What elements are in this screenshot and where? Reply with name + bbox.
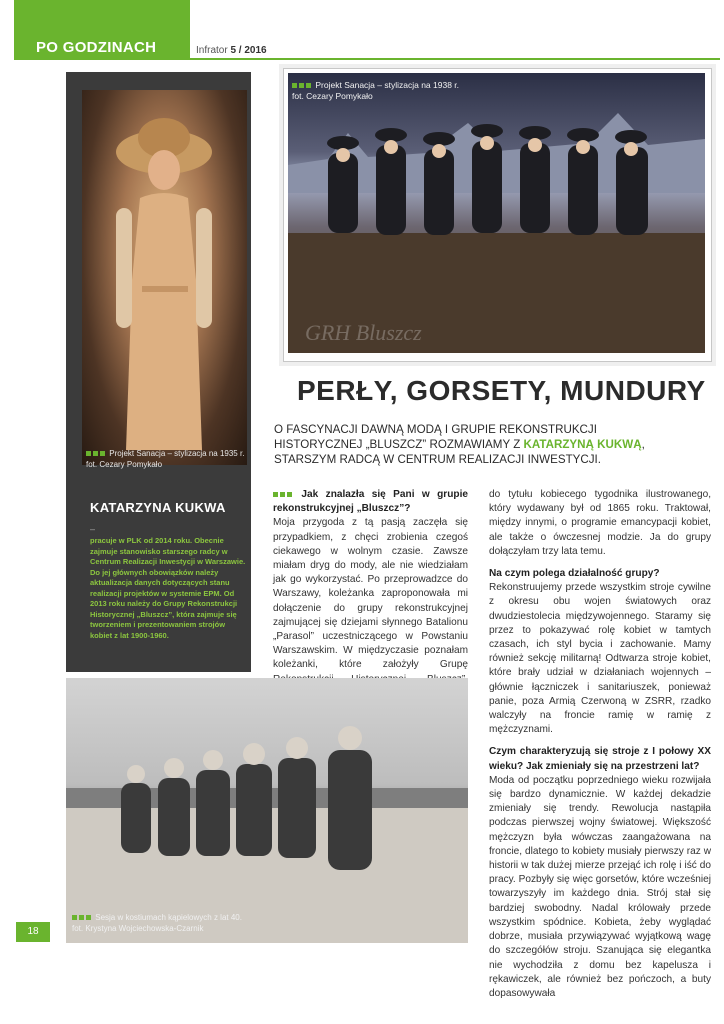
section-label: PO GODZINACH <box>36 39 157 56</box>
profile-dash: – <box>90 524 96 534</box>
portrait-caption <box>86 448 256 470</box>
beach-photo <box>66 678 468 943</box>
portrait-figure <box>82 90 247 465</box>
article-lead <box>274 422 674 467</box>
profile-bio: pracuje w PLK od 2014 roku. Obecnie zajmuje stanowisko starszego radcy w Centrum Realizacji Inwestycji w Warszawie. Do jej głównych obowiązków należy aktualizacja danych dotyczących stanu realizacji projektów w systemie EPM. Od 2013 roku należy do Grupy Rekonstrukcji Historycznej „Bluszcz”, która zajmuje się tworzeniem i prezentowaniem strojów kobiet z lat 1900-1960. <box>90 536 246 640</box>
header-rule <box>14 58 720 60</box>
question-3: Czym charakteryzują się stroje z I połowy XX wieku? Jak zmieniały się na przestrzeni lat? <box>489 746 711 772</box>
answer-1-part1: Moja przygoda z tą pasją zaczęła się przypadkiem, z chęci zrobienia czegoś ciekawego w wolnym czasie. Zawsze miałam dryg do mody, ale nie wiedziałam jak go wykorzystać. Po przeprowadzce do Warszawy, koleżanka zaproponowała mi dołączenie do grupy rekonstrukcyjnej zajmującej się dziejami słynnego Batalionu „Parasol” uczestniczącego w Powstaniu Warszawskim. W międzyczasie poznałam koleżanki, które założyły Grupę <box>273 517 468 671</box>
magazine-name: Infrator <box>196 45 228 56</box>
answer-1-part2: do tytułu kobiecego tygodnika ilustrowanego, który wydawany był od 1865 roku. Traktował, między innymi, o programie emancypacji kobiet, ale także o ówczesnej modzie. Ja do grupy dołączyłam trzy lata temu. <box>489 489 711 557</box>
answer-3: Moda od początku poprzedniego wieku rozwijała się bardzo dynamicznie. W każdej dekadzie zmieniały się trendy. Rewolucja nastąpiła podczas pierwszej wojny światowej. Większość mężczyzn była wówczas zaangażowana na froncie, dlatego to kobiety musiały pierwszy raz w historii w tak dużej mierze przejąć ich rolę i iść do pracy. Pozbyły się więc gorsetów, które wcześniej towarzyszyły im każdego dnia. Strój stał się bardziej swobodny. Nadal królowały przede wszystkim spódnice. Kobieta, żeby wyglądać dobrze, musiała przywiązywać wyjątkową wagę do szczegółów stroju. Szanująca się elegantka nie wychodziła z domu bez kapelusza i rękawiczek, ale również bez pończoch, a buty dopasowywała <box>489 774 711 999</box>
beach-photo-caption <box>72 912 332 934</box>
section-tab <box>14 0 190 58</box>
profile-name: KATARZYNA KUKWA <box>90 500 226 515</box>
lead-text-1: O FASCYNACJI DAWNĄ MODĄ I GRUPIE REKONSTRUKCJI HISTORYCZNEJ „BLUSZCZ” ROZMAWIAMY Z <box>274 423 597 451</box>
beach-photo-caption-line1: Sesja w kostiumach kąpielowych z lat 40. <box>95 913 242 922</box>
article-title: PERŁY, GORSETY, MUNDURY <box>297 375 706 406</box>
question-1 <box>273 488 468 516</box>
group-photo <box>288 73 705 353</box>
photo-watermark: GRH Bluszcz <box>305 320 422 345</box>
group-photo-caption <box>292 80 512 102</box>
question-1-text: Jak znalazła się Pani w grupie rekonstrukcyjnej „Bluszcz”? <box>273 489 468 515</box>
portrait-caption-line2: fot. Cezary Pomykało <box>86 460 163 469</box>
beach-photo-scene <box>66 678 468 943</box>
page-number: 18 <box>16 922 50 942</box>
portrait-caption-line1: Projekt Sanacja – stylizacja na 1935 r. <box>109 449 245 458</box>
group-photo-scene <box>288 73 705 353</box>
beach-photo-caption-line2: fot. Krystyna Wojciechowska-Czarnik <box>72 924 204 933</box>
answer-2: Rekonstruujemy przede wszystkim stroje cywilne z okresu obu wojen światowych oraz dwudziestolecia międzywojennego. Staramy się przez to pokazywać rolę kobiet w tamtych czasach, ich styl bycia i zachowanie. Mamy również sekcję militarną! Odtwarza stroje kobiet, które brały udział w działaniach wojennych – głównie łączniczek i sanitariuszek, ponieważ panie, poza Armią Czerwoną w ZSRR, rzadko walczyły na froncie ramię w ramię z mężczyznami. <box>489 582 711 736</box>
question-2: Na czym polega działalność grupy? <box>489 568 660 580</box>
lead-text-2: , STARSZYM RADCĄ W CENTRUM REALIZACJI INWESTYCJI. <box>274 438 645 466</box>
issue-number: 5 / 2016 <box>230 45 267 56</box>
group-photo-caption-line2: fot. Cezary Pomykało <box>292 91 373 101</box>
issue-info <box>196 45 267 56</box>
article-column-2 <box>489 488 711 1001</box>
lead-name: KATARZYNĄ KUKWĄ <box>523 438 642 451</box>
group-photo-caption-line1: Projekt Sanacja – stylizacja na 1938 r. <box>315 80 460 90</box>
portrait-photo <box>82 90 247 465</box>
